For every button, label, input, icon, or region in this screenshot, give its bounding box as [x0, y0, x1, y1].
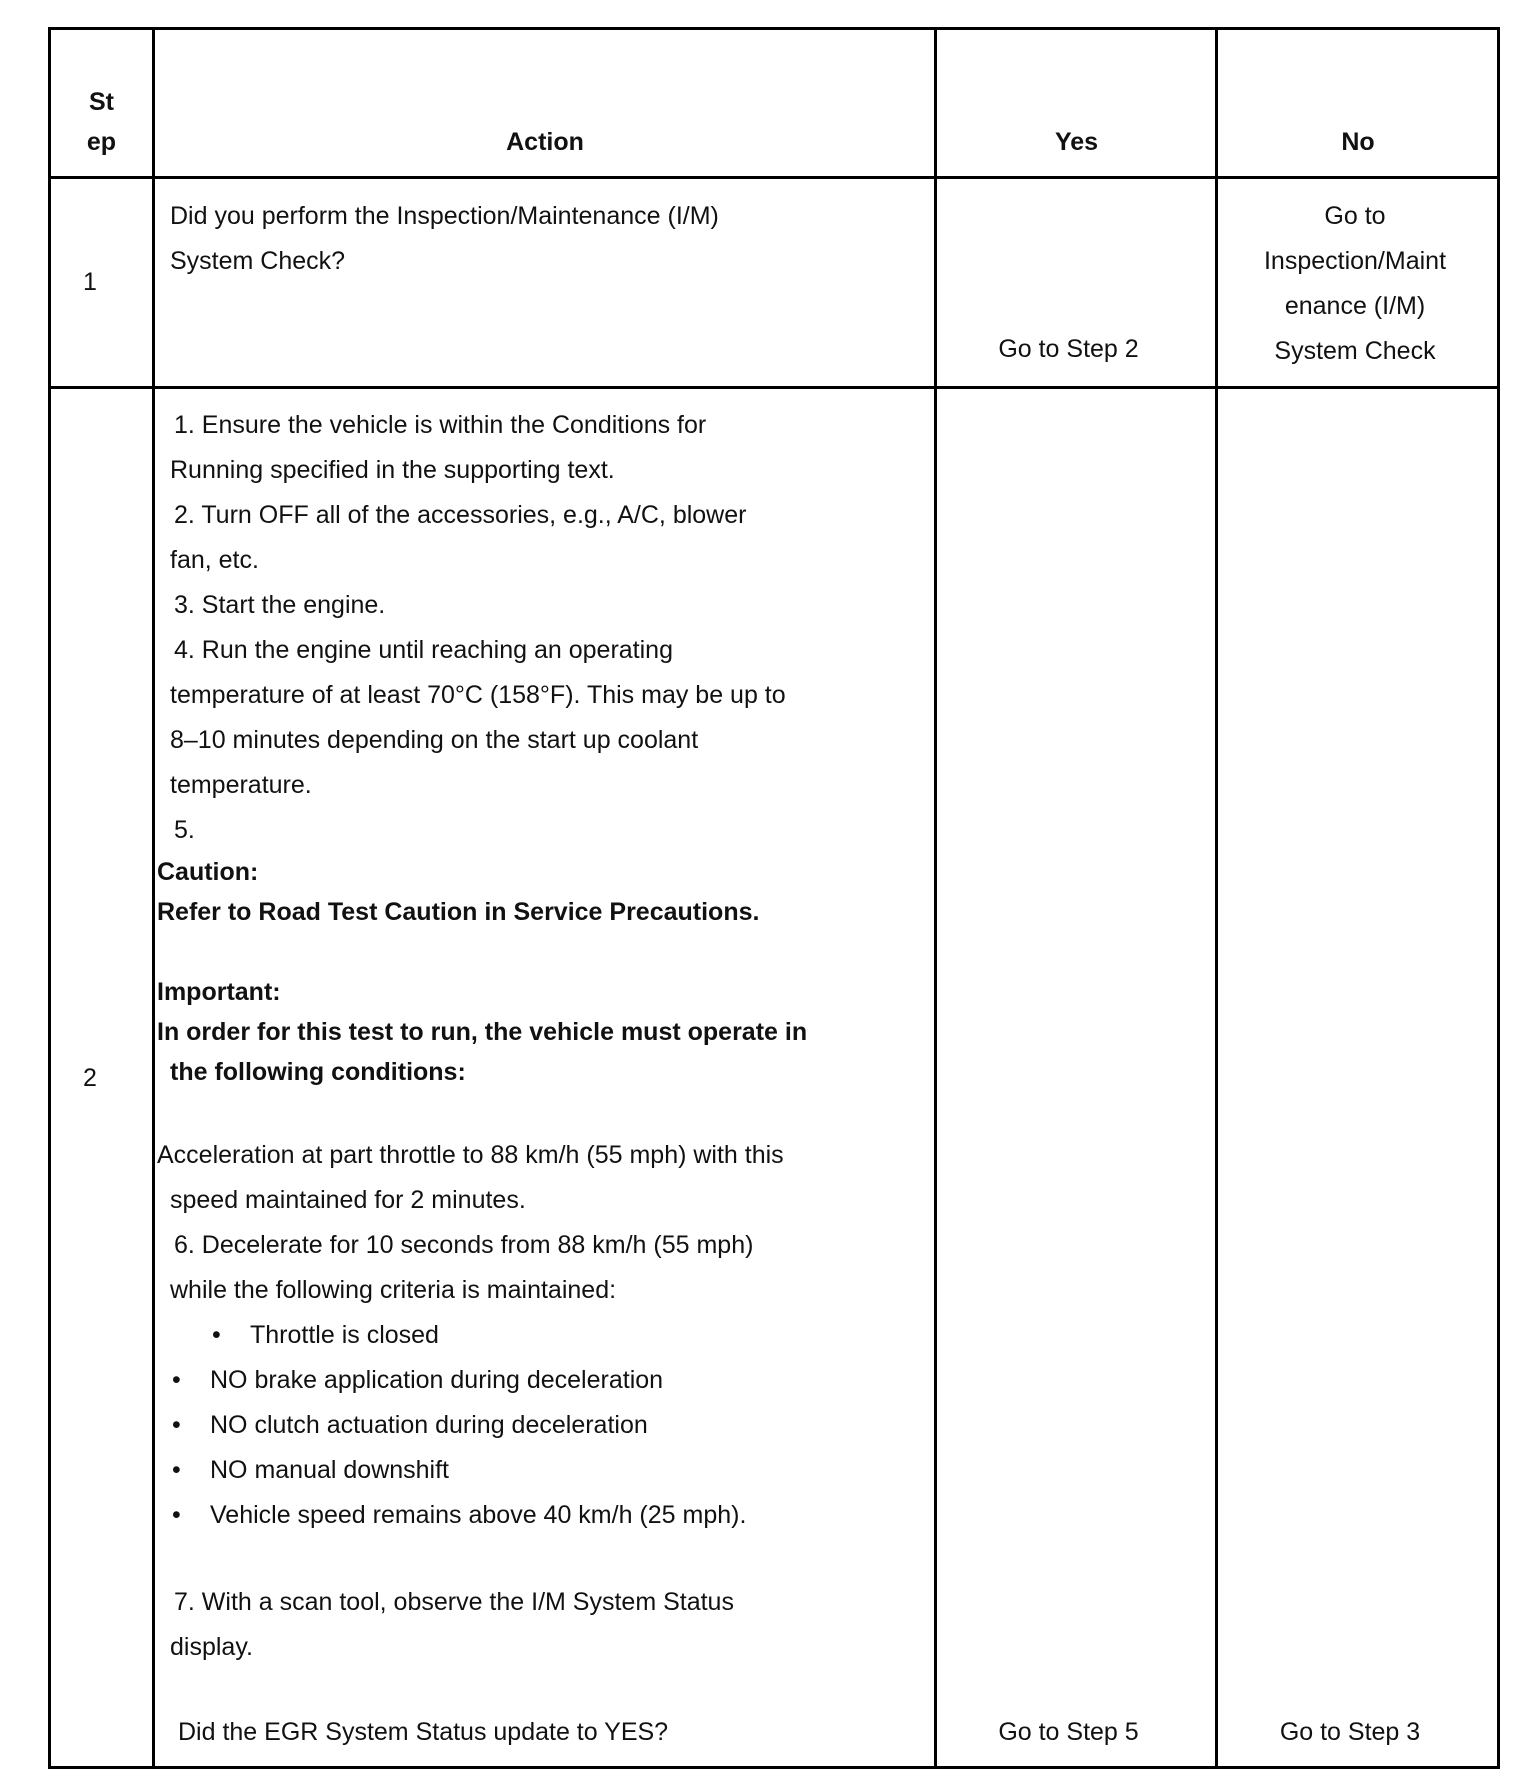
- row1-no-line1: Go to: [1324, 202, 1386, 230]
- caution-text: Refer to Road Test Caution in Service Precautions.: [157, 898, 760, 926]
- column-divider-step-action: [152, 27, 155, 1769]
- row2-question: Did the EGR System Status update to YES?: [178, 1718, 669, 1746]
- bullet-3-symbol: •: [172, 1411, 181, 1439]
- row1-action: [170, 194, 910, 284]
- bullet-5-symbol: •: [172, 1501, 181, 1529]
- row2-yes: Go to Step 5: [998, 1718, 1139, 1746]
- important-label: Important:: [157, 978, 281, 1006]
- table-header-divider: [48, 176, 1500, 179]
- header-yes: Yes: [1054, 128, 1099, 156]
- row1-no-line3: enance (I/M): [1284, 292, 1426, 320]
- important-line1: In order for this test to run, the vehicle must operate in: [157, 1018, 808, 1046]
- column-divider-action-yes: [934, 27, 937, 1769]
- bullet-2-text: NO brake application during deceleration: [210, 1366, 664, 1394]
- step7-line1: 7. With a scan tool, observe the I/M System Status: [174, 1588, 734, 1616]
- header-action: Action: [506, 128, 584, 156]
- row1-action-line2: System Check?: [170, 247, 346, 275]
- header-step: [50, 82, 153, 162]
- header-step-line1: St: [89, 88, 114, 116]
- row2-no: Go to Step 3: [1279, 1718, 1421, 1746]
- row1-action-line1: Did you perform the Inspection/Maintenance (I/M): [170, 202, 719, 230]
- bullet-2-symbol: •: [172, 1366, 181, 1394]
- step6-line1: 6. Decelerate for 10 seconds from 88 km/h (55 mph): [174, 1231, 754, 1259]
- row2-item-2a: 2. Turn OFF all of the accessories, e.g., A/C, blower: [174, 501, 747, 529]
- bullet-1-text: Throttle is closed: [250, 1321, 439, 1349]
- bullet-3-text: NO clutch actuation during deceleration: [210, 1411, 648, 1439]
- table-border-bottom: [48, 1766, 1500, 1769]
- row1-step: 1: [83, 268, 97, 296]
- row1-no-line2: Inspection/Maint: [1263, 247, 1447, 275]
- row1-no-line4: System Check: [1274, 337, 1436, 365]
- table-border-right: [1497, 27, 1500, 1769]
- row2-item-4c: 8–10 minutes depending on the start up coolant: [170, 726, 699, 754]
- accel-line1: Acceleration at part throttle to 88 km/h (55 mph) with this: [157, 1141, 784, 1169]
- row2-step: 2: [83, 1064, 97, 1092]
- bullet-1-symbol: •: [212, 1321, 221, 1349]
- row1-yes: Go to Step 2: [998, 335, 1139, 363]
- bullet-4-symbol: •: [172, 1456, 181, 1484]
- bullet-4-text: NO manual downshift: [210, 1456, 450, 1484]
- header-no: No: [1341, 128, 1375, 156]
- table-row-divider: [48, 386, 1500, 389]
- row2-item-2b: fan, etc.: [170, 546, 259, 574]
- table-border-top: [48, 27, 1500, 30]
- row2-item-1b: Running specified in the supporting text.: [170, 456, 615, 484]
- caution-label: Caution:: [157, 858, 259, 886]
- row2-item-4a: 4. Run the engine until reaching an operating: [174, 636, 673, 664]
- row2-item-4b: temperature of at least 70°C (158°F). This may be up to: [170, 681, 786, 709]
- important-line2: the following conditions:: [170, 1058, 466, 1086]
- step6-line2: while the following criteria is maintained:: [170, 1276, 617, 1304]
- bullet-5-text: Vehicle speed remains above 40 km/h (25 mph).: [210, 1501, 747, 1529]
- step7-line2: display.: [170, 1633, 253, 1661]
- header-step-line2: ep: [86, 128, 117, 156]
- row2-item-4d: temperature.: [170, 771, 312, 799]
- row1-no: [1218, 194, 1492, 374]
- accel-line2: speed maintained for 2 minutes.: [170, 1186, 526, 1214]
- row2-item-3: 3. Start the engine.: [174, 591, 386, 619]
- row2-item-1a: 1. Ensure the vehicle is within the Conditions for: [174, 411, 707, 439]
- row2-item-5: 5.: [174, 816, 195, 844]
